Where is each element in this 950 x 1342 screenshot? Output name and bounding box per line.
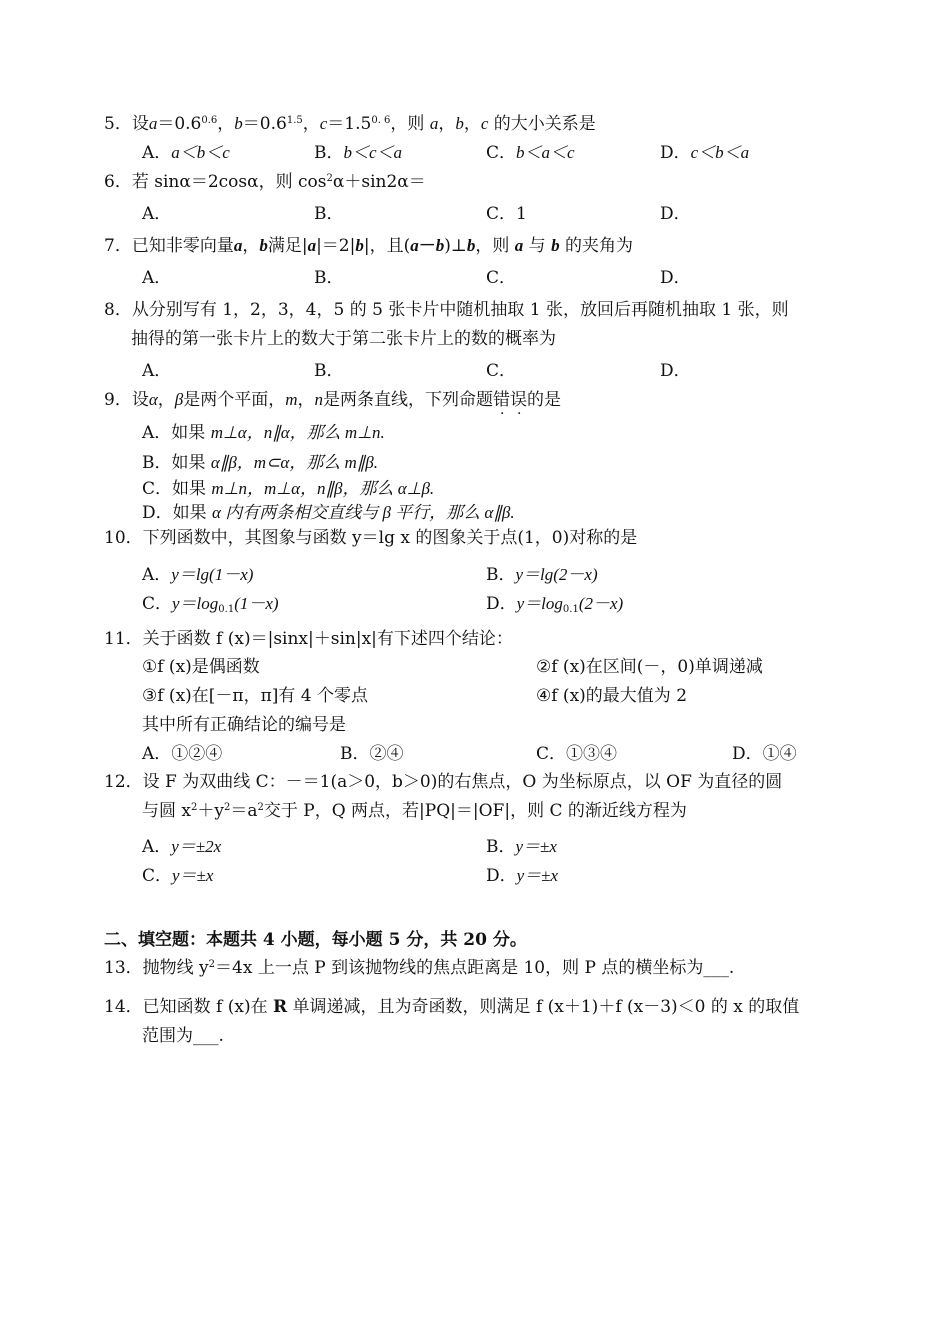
q8-option-d [660,360,691,382]
q9-option-b [142,452,378,474]
option-label: C． [142,594,173,614]
q11-option-b [340,743,404,765]
text: 与 [528,236,546,256]
question-14-line1 [104,996,799,1018]
option-label: B． [314,361,344,381]
text: α＋sin2α＝ [332,172,426,192]
vector-b: b [466,236,476,255]
option-label: D． [660,268,691,288]
q11-conclusion-3 [142,685,368,707]
option-text: α∥β，m⊂α，那么 m∥β. [210,453,378,472]
q6-option-c [486,203,527,225]
text: 设 [131,390,149,410]
vector-a: a [233,236,243,255]
option-label: C． [142,866,173,886]
exponent: 1.5 [286,115,303,126]
text: |，且( [363,236,411,256]
vector-b: b [551,236,560,255]
text: 是两条直线，下列命题 [323,390,494,410]
option-label: B． [486,837,516,857]
option-text: m⊥n，m⊥α，n∥β，那么 α⊥β. [211,479,435,498]
subscript: 0.1 [562,604,579,615]
exponent: 0.6 [201,115,218,126]
q8-option-b [314,360,344,382]
q12-option-c [142,865,213,887]
question-number: 7． [104,236,132,256]
var: b [234,114,243,133]
q11-ask [142,714,346,736]
option-text: A．①②④ [142,744,223,764]
option-text: c＜b＜a [690,143,750,162]
option-label: C．如果 [142,479,207,499]
text: ＝0.6 [157,114,202,134]
option-label: A． [142,268,172,288]
option-label: B．如果 [142,453,206,473]
option-text: a＜b＜c [171,143,230,162]
var: m [285,390,298,409]
text: 设 F 为双曲线 C：－＝1(a＞0，b＞0)的右焦点，O 为坐标原点，以 OF 为直径的圆 [142,772,783,792]
q9-option-a [142,422,385,444]
option-text: b＜c＜a [343,143,403,162]
question-6-stem [104,171,426,193]
option-label: D． [486,594,517,614]
question-5-stem: 5．设$a=0.6^{0.6}$，$b=0.6^{1.5}$，$c=1.5^{0. 6}$，则 a，b，c 的大小关系是 [104,114,596,134]
exponent: 0. 6 [371,115,391,126]
q11-conclusion-1 [142,656,260,678]
exponent: 2 [257,802,264,813]
text: )⊥ [444,236,467,256]
option-text: 1 [516,204,527,224]
option-label: B． [486,565,516,585]
q6-option-b [314,203,344,225]
option-text: B．②④ [340,744,404,764]
text: ＝0.6 [242,114,287,134]
question-number: 14． [104,997,143,1017]
q11-option-d [732,743,797,765]
option-text: D．①④ [732,744,797,764]
emphasis-char: 错 [493,390,511,410]
q9-option-c [142,478,434,500]
option-label: B． [314,143,344,163]
emphasis-char: 误 [510,390,528,410]
question-number: 10． [104,528,143,548]
q7-option-b [314,267,344,289]
text: 的是 [527,390,562,410]
option-text: y＝±x [516,866,559,885]
q11-conclusion-2 [536,656,763,678]
option-text: m⊥α，n∥α，那么 m⊥n. [210,423,385,442]
text: 抽得的第一张卡片上的数大于第二张卡片上的数的概率为 [131,329,556,349]
option-label: C． [486,361,517,381]
q7-option-a [142,267,171,289]
question-number: 13． [104,958,143,978]
q10-option-a [142,564,253,586]
vector-a: a [514,236,524,255]
text: 已知非零向量 [131,236,234,256]
text: 单调递减，且为奇函数，则满足 f (x＋1)＋f (x－3)＜0 的 x 的取值 [292,997,800,1017]
option-label: A． [142,565,172,585]
text: |＝2| [316,236,356,256]
text: 下列函数中，其图象与函数 y＝lg x 的图象关于点(1，0)对称的是 [142,528,638,548]
text: 已知函数 f (x)在 [142,997,268,1017]
q12-option-d [486,865,558,887]
vector-a: a [307,236,317,255]
question-13 [104,957,734,979]
text: 关于函数 f (x)＝|sinx|＋sin|x|有下述四个结论： [142,629,513,649]
text: 与圆 x [142,801,191,821]
option-text: y＝lg(2－x) [515,565,598,584]
question-8-stem-line2 [131,328,556,350]
q5-option-b [314,142,402,164]
option-label: B． [314,204,344,224]
question-number: 11． [104,629,143,649]
q8-option-c [486,360,516,382]
text: 设 [131,114,149,134]
var: n [314,390,324,409]
question-10-stem [104,527,637,549]
var: a [148,114,158,133]
question-number: 12． [104,772,143,792]
text: 是两个平面， [183,390,286,410]
var: β [174,390,184,409]
option-label: D． [660,361,691,381]
text: ， [297,390,315,410]
q5-option-d [660,142,749,164]
option-label: A． [142,204,172,224]
text: ，则 [475,236,510,256]
option-label: D． [486,866,517,886]
q12-option-b [486,836,557,858]
option-text: (2－x) [578,594,624,613]
text: 范围为___. [142,1026,224,1046]
question-12-stem-line2 [142,800,687,822]
text: 二、填空题：本题共 4 小题，每小题 5 分，共 20 分。 [104,930,527,950]
var: b [455,114,464,133]
option-text: (1－x) [234,594,279,613]
vector-b: b [355,236,364,255]
vector-a: a [410,236,419,255]
option-text: α 内有两条相交直线与 β 平行，那么 α∥β. [212,503,515,522]
q7-option-c [486,267,516,289]
option-text: y＝±2x [171,837,222,856]
subscript: 0.1 [218,604,235,615]
option-label: A． [142,837,172,857]
q6-option-a [142,203,171,225]
text: ， [157,390,175,410]
text: ＋y [197,801,224,821]
option-label: C． [486,143,517,163]
q5-option-c [486,142,575,164]
exponent: 2 [223,802,231,813]
q11-conclusion-4 [536,685,687,707]
text: ③f (x)在[－π，π]有 4 个零点 [142,686,369,706]
text: ，则 [390,114,425,134]
question-number: 8． [104,300,132,320]
question-11-stem [104,628,513,650]
q10-option-d [486,593,623,615]
text: ＝1.5 [327,114,372,134]
text: 的大小关系是 [493,114,596,134]
q6-option-d [660,203,691,225]
option-text: y＝±x [515,837,557,856]
var: α [148,390,158,409]
option-label: A． [142,143,172,163]
option-label: A．如果 [142,423,206,443]
question-number: 6． [104,172,132,192]
q9-option-d [142,502,515,524]
text: 满足| [267,236,308,256]
option-text: C．①③④ [536,744,618,764]
question-14-line2 [142,1025,224,1047]
option-text: y＝±x [172,866,214,885]
text: 的夹角为 [564,236,633,256]
text: 从分别写有 1，2，3，4，5 的 5 张卡片中随机抽取 1 张，放回后再随机抽取 1 张，则 [131,300,789,320]
text: 若 sinα＝2cosα，则 cos [131,172,327,192]
option-label: C． [486,268,517,288]
question-8-stem-line1 [104,299,789,321]
option-label: D． [660,143,691,163]
text: ①f (x)是偶函数 [142,657,260,677]
q11-option-c [536,743,617,765]
question-9-stem [104,389,561,411]
option-text: y＝log [172,594,219,613]
question-number: 5． [104,114,132,134]
option-text: b＜a＜c [516,143,575,162]
exponent: 2 [208,959,216,970]
q8-option-a [142,360,171,382]
option-text: y＝log [516,594,563,613]
var: c [319,114,328,133]
question-12-stem-line1 [104,771,782,793]
option-label: D． [660,204,691,224]
q12-option-a [142,836,221,858]
text: ④f (x)的最大值为 2 [536,686,688,706]
section-2-title [104,929,527,951]
q5-option-a [142,142,230,164]
option-text: y＝lg(1－x) [171,565,254,584]
q10-option-b [486,564,598,586]
q7-option-d [660,267,691,289]
text: 其中所有正确结论的编号是 [142,715,346,735]
var: c [480,114,489,133]
text: ＝4x 上一点 P 到该抛物线的焦点距离是 10，则 P 点的横坐标为___. [215,958,735,978]
option-label: D．如果 [142,503,207,523]
var: a [429,114,439,133]
q10-option-c [142,593,279,615]
vector-b: b [435,236,445,255]
question-7-stem: 7．已知非零向量a，b满足|a|＝2|b|，且(a－b)⊥b，则 a 与 b 的夹角为 [104,236,633,256]
question-number: 9． [104,390,132,410]
q11-option-a [142,743,222,765]
vector-b: b [259,236,268,255]
text: ＝a [230,801,258,821]
exponent: 2 [326,173,333,184]
text: ②f (x)在区间(－，0)单调递减 [536,657,763,677]
set-R: R [273,997,288,1017]
text: 交于 P，Q 两点，若|PQ|＝|OF|，则 C 的渐近线方程为 [263,801,687,821]
text: 抛物线 y [142,958,209,978]
option-label: C． [486,204,517,224]
option-label: A． [142,361,172,381]
minus: － [418,236,436,256]
option-label: B． [314,268,344,288]
exponent: 2 [191,802,198,813]
